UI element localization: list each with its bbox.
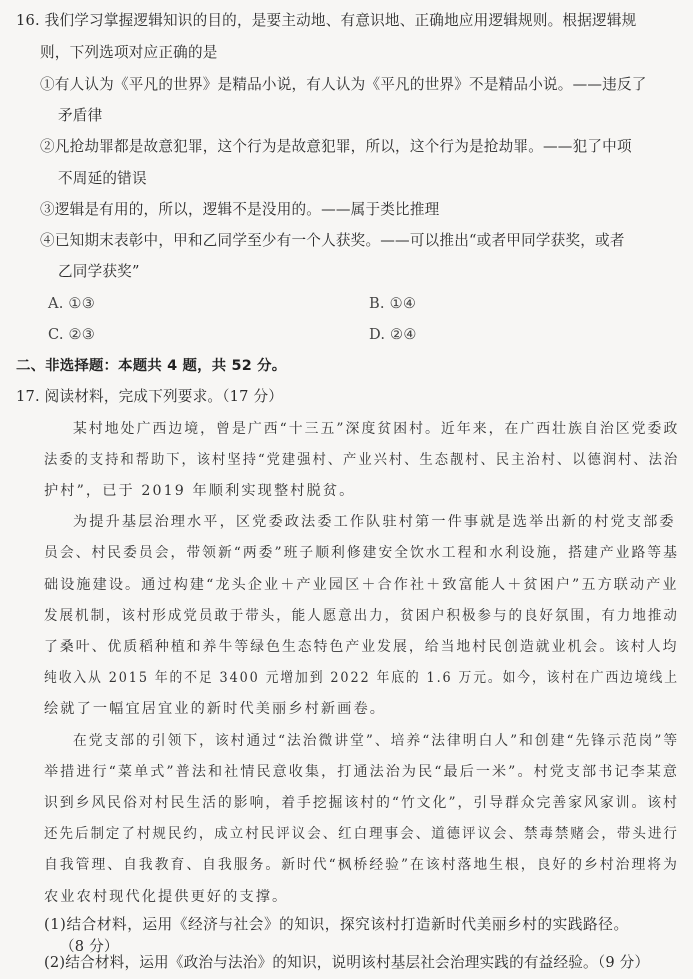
material-line: 识到乡风民俗对村民生活的影响，着手挖掘该村的“竹文化”，引导群众完善家风家训。该村 bbox=[44, 795, 679, 811]
sub-question-1: (1)结合材料，运用《经济与社会》的知识，探究该村打造新时代美丽乡村的实践路径。 bbox=[44, 916, 629, 933]
option-a[interactable]: A. ①③ bbox=[48, 295, 95, 312]
material-line: 法委的支持和帮助下，该村坚持“党建强村、产业兴村、生态靓村、民主治村、以德润村、法治 bbox=[44, 452, 680, 468]
material-line: 绘就了一幅宜居宜业的新时代美丽乡村新画卷。 bbox=[44, 701, 387, 717]
material-line: 纯收入从 2015 年的不足 3400 元增加到 2022 年底的 1.6 万元。如今，该村在广西边境线上 bbox=[44, 670, 679, 686]
q16-item-3: ③逻辑是有用的，所以，逻辑不是没用的。——属于类比推理 bbox=[40, 201, 440, 218]
option-c[interactable]: C. ②③ bbox=[48, 326, 96, 343]
material-line: 某村地处广西边境，曾是广西“十三五”深度贫困村。近年来，在广西壮族自治区党委政 bbox=[73, 421, 680, 437]
q16-item-1-line-1: ①有人认为《平凡的世界》是精品小说，有人认为《平凡的世界》不是精品小说。——违反了 bbox=[40, 76, 647, 93]
material-line: 为提升基层治理水平，区党委政法委工作队驻村第一件事就是选举出新的村党支部委 bbox=[73, 514, 676, 530]
material-line: 自我管理、自我教育、自我服务。新时代“枫桥经验”在该村落地生根，良好的乡村治理将为 bbox=[44, 857, 679, 873]
sub-question-1-score: （8 分） bbox=[60, 938, 119, 955]
material-line: 在党支部的引领下，该村通过“法治微讲堂”、培养“法律明白人”和创建“先锋示范岗”等 bbox=[73, 733, 680, 749]
q16-item-2-line-2: 不周延的错误 bbox=[58, 170, 147, 187]
q16-item-1-line-2: 矛盾律 bbox=[58, 107, 103, 124]
material-line: 员会、村民委员会，带领新“两委”班子顺利修建安全饮水工程和水利设施，搭建产业路等基 bbox=[44, 545, 679, 561]
material-line: 还先后制定了村规民约，成立村民评议会、红白理事会、道德评议会、禁毒禁赌会，带头进行 bbox=[44, 826, 679, 842]
material-line: 发展机制，该村形成党员敢于带头，能人愿意出力，贫困户积极参与的良好氛围，有力地推动 bbox=[44, 608, 679, 624]
material-line: 础设施建设。通过构建“龙头企业＋产业园区＋合作社＋致富能人＋贫困户”五方联动产业 bbox=[44, 577, 679, 593]
q16-item-2-line-1: ②凡抢劫罪都是故意犯罪，这个行为是故意犯罪，所以，这个行为是抢劫罪。——犯了中项 bbox=[40, 138, 632, 155]
option-d[interactable]: D. ②④ bbox=[369, 326, 417, 343]
q17-stem: 17. 阅读材料，完成下列要求。（17 分） bbox=[16, 388, 284, 405]
section-2-heading: 二、非选择题：本题共 4 题，共 52 分。 bbox=[16, 358, 287, 374]
material-line: 农业农村现代化提供更好的支撑。 bbox=[44, 889, 289, 905]
material-line: 护村”，已于 2019 年顺利实现整村脱贫。 bbox=[44, 483, 356, 499]
material-line: 了桑叶、优质稻种植和养牛等绿色生态特色产业发展，给当地村民创造就业机会。该村人均 bbox=[44, 639, 679, 655]
q16-item-4-line-2: 乙同学获奖” bbox=[58, 263, 140, 280]
option-b[interactable]: B. ①④ bbox=[369, 295, 417, 312]
q16-stem-line-2: 则，下列选项对应正确的是 bbox=[40, 44, 218, 61]
q16-stem-line-1: 16. 我们学习掌握逻辑知识的目的，是要主动地、有意识地、正确地应用逻辑规则。根据逻辑规 bbox=[16, 12, 637, 29]
material-line: 举措进行“菜单式”普法和社情民意收集，打通法治为民“最后一米”。村党支部书记李某意 bbox=[44, 764, 680, 780]
sub-question-2: (2)结合材料，运用《政治与法治》的知识，说明该村基层社会治理实践的有益经验。（9 分） bbox=[44, 954, 650, 971]
q16-item-4-line-1: ④已知期末表彰中，甲和乙同学至少有一个人获奖。——可以推出“或者甲同学获奖，或者 bbox=[40, 232, 625, 249]
